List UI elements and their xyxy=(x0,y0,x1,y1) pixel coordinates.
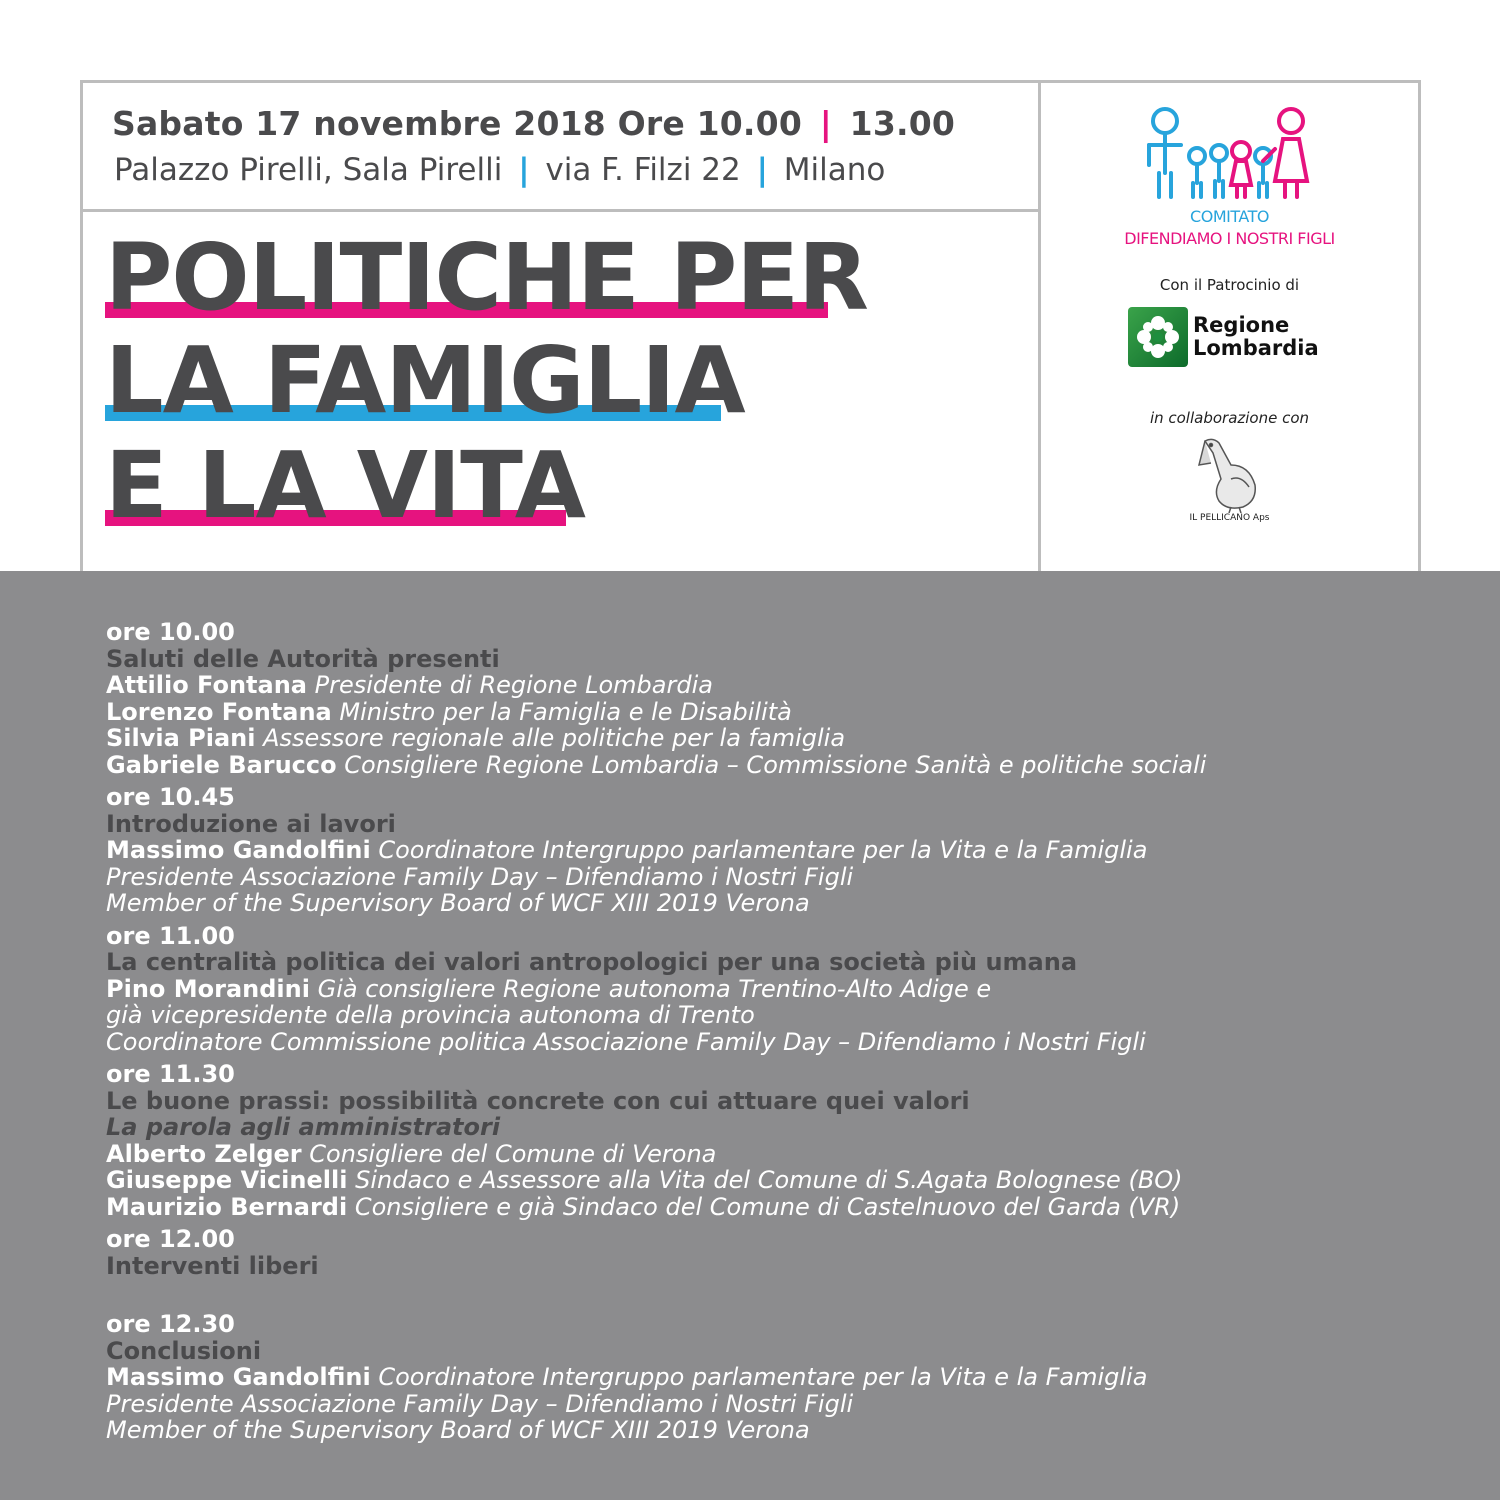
pellicano-label: IL PELLICANO Aps xyxy=(1189,513,1270,523)
title-line-1: POLITICHE PER xyxy=(105,224,868,331)
speaker-name: Pino Morandini xyxy=(106,974,310,1003)
header-horizontal-divider xyxy=(80,209,1038,212)
speaker-line xyxy=(106,1194,1486,1221)
speaker-role: Sindaco e Assessore alla Vita del Comune di S.Agata Bolognese (BO) xyxy=(355,1166,1183,1194)
program-session xyxy=(106,923,1486,1056)
speaker-name: Attilio Fontana xyxy=(106,671,307,699)
speaker-role: Member of the Supervisory Board of WCF XIII 2019 Verona xyxy=(106,1416,810,1444)
collaborazione-label: in collaborazione con xyxy=(1149,409,1310,427)
event-venue-line xyxy=(114,152,1034,188)
program-session xyxy=(106,1061,1486,1220)
speaker-role: Consigliere del Comune di Verona xyxy=(309,1139,717,1168)
session-time: ore 11.30 xyxy=(106,1060,235,1088)
speaker-role: Già consigliere Regione autonoma Trentino-Alto Adige e xyxy=(317,974,992,1003)
family-logo xyxy=(1041,101,1418,221)
speaker-name: Silvia Piani xyxy=(106,724,256,752)
session-time: ore 10.00 xyxy=(106,618,235,646)
session-time: ore 12.30 xyxy=(106,1310,235,1338)
speaker-role: già vicepresidente della provincia autonoma di Trento xyxy=(106,1001,755,1029)
session-subtitle: La parola agli amministratori xyxy=(106,1113,501,1141)
regione-line-2: Lombardia xyxy=(1193,336,1319,360)
speaker-role: Assessore regionale alle politiche per la famiglia xyxy=(263,724,846,752)
session-title: Interventi liberi xyxy=(106,1251,319,1280)
comitato-line-2: DIFENDIAMO I NOSTRI FIGLI xyxy=(1124,229,1335,248)
speaker-role: Coordinatore Intergruppo parlamentare per la Vita e la Famiglia xyxy=(378,1363,1148,1391)
regione-line-1: Regione xyxy=(1193,313,1290,337)
speaker-line xyxy=(106,752,1486,779)
session-title: La centralità politica dei valori antropologici per una società più umana xyxy=(106,948,1078,976)
speaker-line xyxy=(106,699,1486,726)
separator: | xyxy=(518,152,530,188)
speaker-role: Ministro per la Famiglia e le Disabilità xyxy=(339,697,792,726)
speaker-name: Massimo Gandolfini xyxy=(106,836,371,864)
speaker-role: Presidente di Regione Lombardia xyxy=(314,671,713,699)
program-session xyxy=(106,619,1486,778)
speaker-line xyxy=(106,1167,1486,1194)
speaker-line xyxy=(106,976,1486,1003)
program-list xyxy=(106,619,1486,1450)
speaker-line xyxy=(106,1364,1486,1391)
session-title: Introduzione ai lavori xyxy=(106,809,396,838)
speaker-role: Presidente Associazione Family Day – Difendiamo i Nostri Figli xyxy=(106,1389,854,1418)
speaker-role: Coordinatore Intergruppo parlamentare per la Vita e la Famiglia xyxy=(378,836,1148,864)
program-session xyxy=(106,1311,1486,1444)
program-session xyxy=(106,1226,1486,1279)
speaker-name: Giuseppe Vicinelli xyxy=(106,1166,348,1194)
speaker-name: Gabriele Barucco xyxy=(106,750,337,779)
speaker-line xyxy=(106,837,1486,864)
session-time: ore 10.45 xyxy=(106,783,235,811)
session-title: Le buone prassi: possibilità concrete con cui attuare quei valori xyxy=(106,1086,970,1115)
program-session xyxy=(106,784,1486,917)
comitato-line-1: COMITATO xyxy=(1190,207,1269,226)
session-title: Saluti delle Autorità presenti xyxy=(106,644,500,673)
speaker-name: Maurizio Bernardi xyxy=(106,1192,348,1221)
speaker-role: Presidente Associazione Family Day – Difendiamo i Nostri Figli xyxy=(106,862,854,891)
speaker-role: Coordinatore Commissione politica Associazione Family Day – Difendiamo i Nostri Figli xyxy=(106,1027,1146,1056)
speaker-role: Member of the Supervisory Board of WCF XIII 2019 Verona xyxy=(106,889,810,917)
session-time: ore 12.00 xyxy=(106,1225,235,1253)
title-line-3: E LA VITA xyxy=(105,432,585,539)
speaker-line xyxy=(106,672,1486,699)
session-title: Conclusioni xyxy=(106,1336,262,1365)
regione-lombardia-logo-icon xyxy=(1128,307,1188,367)
speaker-line xyxy=(106,1141,1486,1168)
speaker-name: Lorenzo Fontana xyxy=(106,697,332,726)
event-end-time: 13.00 xyxy=(849,104,956,143)
separator: | xyxy=(819,104,832,143)
title-line-2: LA FAMIGLIA xyxy=(105,327,745,434)
event-venue: Palazzo Pirelli, Sala Pirelli xyxy=(114,152,503,188)
patrocinio-label: Con il Patrocinio di xyxy=(1159,276,1300,294)
event-city: Milano xyxy=(783,152,886,188)
event-date: Sabato 17 novembre 2018 Ore 10.00 xyxy=(112,104,802,143)
speaker-name: Massimo Gandolfini xyxy=(106,1363,371,1391)
session-time: ore 11.00 xyxy=(106,921,235,950)
pelican-logo-icon xyxy=(1191,435,1271,515)
speaker-line xyxy=(106,725,1486,752)
speaker-role: Consigliere e già Sindaco del Comune di Castelnuovo del Garda (VR) xyxy=(354,1192,1181,1221)
sponsor-area xyxy=(1041,83,1418,571)
event-address: via F. Filzi 22 xyxy=(545,152,741,188)
speaker-name: Alberto Zelger xyxy=(106,1139,302,1168)
event-date-line xyxy=(112,104,1032,143)
speaker-role: Consigliere Regione Lombardia – Commissione Sanità e politiche sociali xyxy=(344,750,1207,779)
program-panel xyxy=(0,571,1500,1500)
separator: | xyxy=(756,152,768,188)
